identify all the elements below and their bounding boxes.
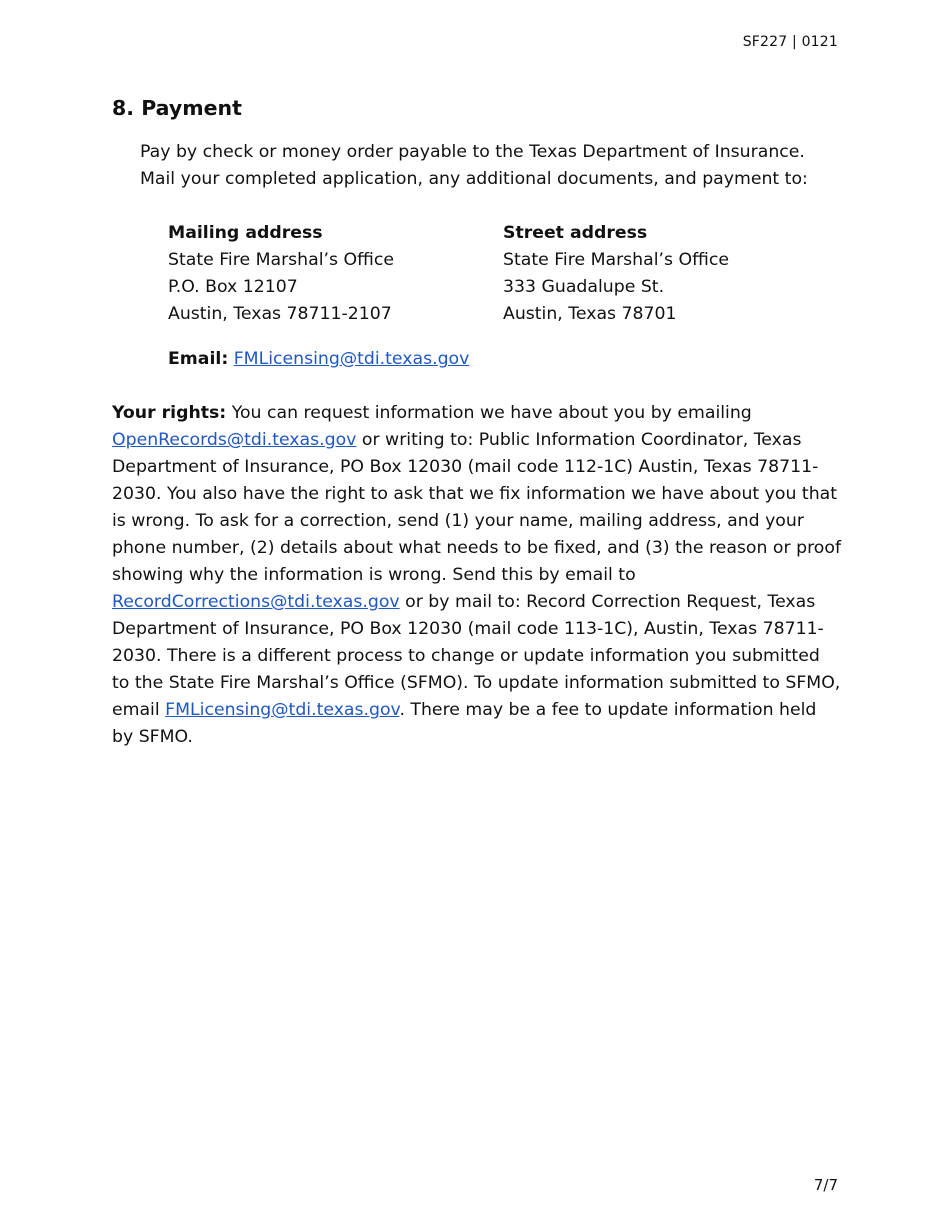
your-rights-label: Your rights: xyxy=(112,403,227,423)
rights-text: or by mail to: Record Correction Request, Texas Department of Insurance, PO Box 12030 (mail code 113-1C), Austin, Texas 78711-2030. There is a different process to change or update information you submitted to the State Fire Marshal’s Office (SFMO). To update information submitted to SFMO, email xyxy=(112,592,841,720)
your-rights-paragraph xyxy=(112,400,842,751)
email-line xyxy=(168,346,469,373)
payment-intro: Pay by check or money order payable to the Texas Department of Insurance. Mail your completed application, any additional documents, and payment to: xyxy=(140,142,808,189)
mailing-address-line: State Fire Marshal’s Office xyxy=(168,250,394,270)
mailing-address-line: Austin, Texas 78711-2107 xyxy=(168,304,392,324)
email-label: Email: xyxy=(168,349,229,369)
section-heading: 8. Payment xyxy=(112,96,242,120)
email-link[interactable]: FMLicensing@tdi.texas.gov xyxy=(233,349,470,369)
rights-text: You can request information we have about you by emailing xyxy=(231,403,752,423)
rights-text: . There may be a fee to update information held by SFMO. xyxy=(112,700,817,747)
fm-licensing-email-link[interactable]: FMLicensing@tdi.texas.gov xyxy=(165,700,400,720)
street-address-label: Street address xyxy=(503,223,648,243)
street-address-line: State Fire Marshal’s Office xyxy=(503,250,729,270)
mailing-address-line: P.O. Box 12107 xyxy=(168,277,298,297)
street-address-line: 333 Guadalupe St. xyxy=(503,277,665,297)
form-id: SF227 | 0121 xyxy=(742,34,838,50)
record-corrections-email-link[interactable]: RecordCorrections@tdi.texas.gov xyxy=(112,592,400,612)
page-number: 7/7 xyxy=(813,1176,838,1194)
open-records-email-link[interactable]: OpenRecords@tdi.texas.gov xyxy=(112,430,357,450)
mailing-address-block xyxy=(168,220,394,328)
mailing-address-label: Mailing address xyxy=(168,223,323,243)
rights-text: or writing to: Public Information Coordinator, Texas Department of Insurance, PO Box 12030 (mail code 112-1C) Austin, Texas 78711-2030. You also have the right to ask that we fix information we have about you that is wrong. To ask for a correction, send (1) your name, mailing address, and your phone number, (2) details about what needs to be fixed, and (3) the reason or proof showing why the information is wrong. Send this by email to xyxy=(112,430,842,585)
street-address-block xyxy=(503,220,729,328)
street-address-line: Austin, Texas 78701 xyxy=(503,304,677,324)
